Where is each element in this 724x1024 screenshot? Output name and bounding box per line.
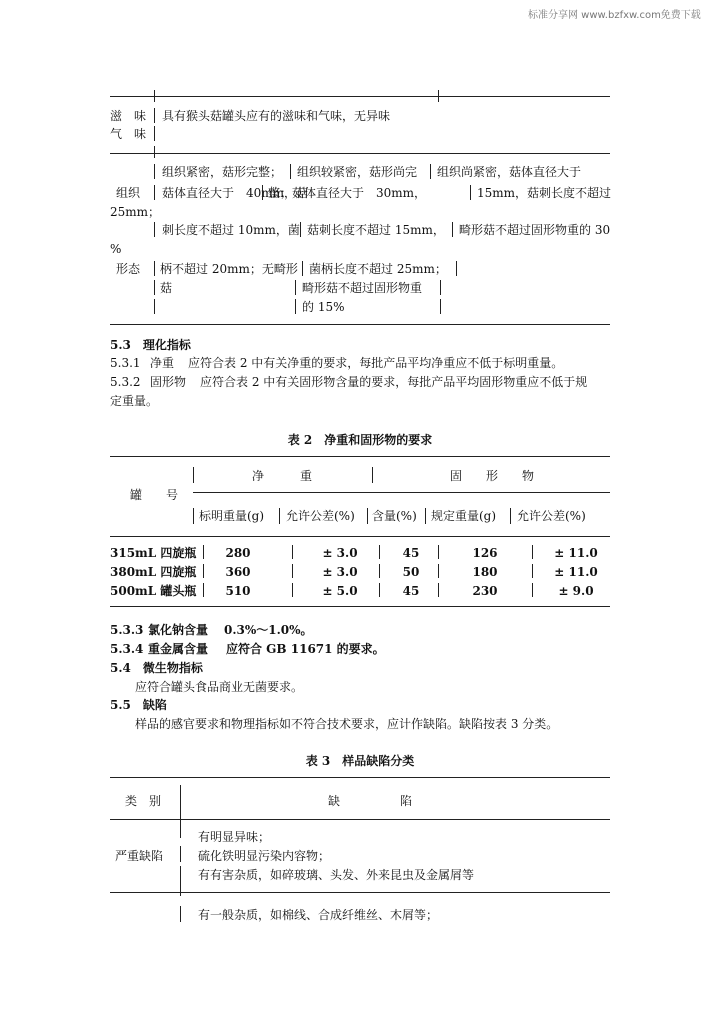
table-rule [110, 606, 610, 607]
column-divider [279, 508, 280, 524]
section-text-wrap: 定重量。 [110, 394, 159, 408]
defect-item: 有明显异味； [198, 830, 271, 844]
column-divider [292, 545, 293, 559]
col2-line5: 畸形菇不超过固形物重 [302, 281, 423, 295]
column-divider [379, 583, 380, 597]
header-defect: 缺 陷 [327, 794, 413, 808]
column-divider [367, 508, 368, 524]
header-spec-weight: 规定重量(g) [431, 509, 497, 523]
section-title: 净重 [150, 356, 175, 370]
defect-item: 硫化铁明显污染内容物； [198, 849, 331, 863]
row-label-form: 形态 [116, 262, 141, 276]
col3-line3: 畸形菇不超过固形物重的 30 [459, 223, 611, 237]
cell-can: 380mL 四旋瓶 [110, 565, 197, 579]
section-number: 5.3.1 [110, 356, 141, 370]
taste-text: 具有猴头菇罐头应有的滋味和气味，无异味 [162, 109, 391, 123]
column-divider [203, 545, 204, 559]
col3-line1: 组织尚紧密，菇体直径大于 [437, 165, 582, 179]
cell-can: 500mL 罐头瓶 [110, 584, 197, 598]
column-divider [203, 564, 204, 578]
col3-wrap: 25mm； [110, 205, 161, 219]
cell-spec-weight: 126 [472, 546, 498, 560]
cell-spec-weight: 180 [472, 565, 498, 579]
row-label-structure: 组织 [116, 186, 141, 200]
section-heading: 5.4 微生物指标 [110, 661, 203, 675]
column-divider [438, 564, 439, 578]
column-divider [302, 261, 303, 276]
header-can: 罐 号 [130, 488, 179, 502]
table2-caption: 表 2 净重和固形物的要求 [287, 433, 433, 447]
section-heading: 5.5 缺陷 [110, 698, 167, 712]
column-divider [154, 146, 155, 158]
watermark: 标准分享网 www.bzfxw.com免费下载 [528, 10, 701, 21]
col1-line4: 柄不超过 20mm；无畸形 [160, 262, 298, 276]
column-divider [193, 508, 194, 524]
table-rule [110, 324, 610, 325]
cell-tolerance: ± 11.0 [554, 546, 598, 560]
column-divider [532, 583, 533, 597]
cell-tolerance: ± 3.0 [322, 565, 358, 579]
section-text: 0.3%～1.0%。 [224, 623, 313, 637]
column-divider [154, 164, 155, 179]
section-number: 5.3.4 [110, 642, 144, 656]
column-divider [180, 866, 181, 882]
cell-weight: 280 [225, 546, 251, 560]
table-rule [110, 892, 610, 893]
column-divider [379, 564, 380, 578]
category-serious: 严重缺陷 [115, 849, 164, 863]
column-divider [262, 185, 263, 200]
column-divider [425, 508, 426, 524]
column-divider [193, 467, 194, 483]
header-net-weight: 净 重 [251, 469, 313, 483]
section-title: 重金属含量 [148, 642, 209, 656]
column-divider [510, 508, 511, 524]
column-divider [180, 846, 181, 862]
col1-line2: 菇体直径大于 40mm，菇 [162, 186, 309, 200]
column-divider [438, 545, 439, 559]
table-rule [110, 153, 610, 154]
column-divider [154, 280, 155, 295]
header-label-weight: 标明重量(g) [199, 509, 265, 523]
table-rule [110, 96, 610, 97]
cell-tolerance: ± 11.0 [554, 565, 598, 579]
cell-can: 315mL 四旋瓶 [110, 546, 197, 560]
col3-line2: 15mm，菇刺长度不超过 [477, 186, 612, 200]
cell-spec-weight: 230 [472, 584, 498, 598]
column-divider [379, 545, 380, 559]
cell-tolerance: ± 3.0 [322, 546, 358, 560]
defect-item: 有一般杂质，如棉线、合成纤维丝、木屑等； [198, 908, 439, 922]
column-divider [180, 906, 181, 922]
section-title: 氯化钠含量 [148, 623, 209, 637]
table-rule [110, 456, 610, 457]
col2-line6: 的 15% [302, 300, 345, 314]
column-divider [430, 164, 431, 179]
col2-line3: 菇刺长度不超过 15mm， [307, 223, 445, 237]
col2-line1: 组织较紧密，菇形尚完 [297, 165, 418, 179]
cell-weight: 510 [225, 584, 251, 598]
row-label-smell: 气 味 [110, 127, 147, 141]
section-text: 样品的感官要求和物理指标如不符合技术要求，应计作缺陷。缺陷按表 3 分类。 [135, 717, 559, 731]
column-divider [154, 185, 155, 200]
section-text: 应符合 GB 11671 的要求。 [226, 642, 385, 656]
col1-line3: 刺长度不超过 10mm，菌 [162, 223, 300, 237]
section-heading: 5.3 理化指标 [110, 338, 191, 352]
section-number: 5.3.2 [110, 375, 141, 389]
cell-weight: 360 [225, 565, 251, 579]
column-divider [154, 108, 155, 123]
column-divider [154, 299, 155, 314]
header-tolerance: 允许公差(%) [286, 509, 355, 523]
col3-wrap: % [110, 242, 122, 256]
cell-content: 45 [402, 546, 420, 560]
column-divider [438, 90, 439, 102]
section-text: 应符合表 2 中有关净重的要求，每批产品平均净重应不低于标明重量。 [188, 356, 564, 370]
section-text: 应符合罐头食品商业无菌要求。 [135, 680, 304, 694]
column-divider [532, 545, 533, 559]
col2-line4: 菌柄长度不超过 25mm； [309, 262, 447, 276]
column-divider [154, 261, 155, 276]
column-divider [295, 299, 296, 314]
table-rule [110, 536, 610, 537]
col1-line5: 菇 [160, 281, 173, 295]
cell-content: 50 [402, 565, 420, 579]
table3-caption: 表 3 样品缺陷分类 [305, 754, 415, 768]
cell-content: 45 [402, 584, 420, 598]
section-number: 5.3.3 [110, 623, 144, 637]
column-divider [295, 280, 296, 295]
column-divider [180, 808, 181, 838]
column-divider [300, 222, 301, 237]
defect-item: 有有害杂质，如碎玻璃、头发、外来昆虫及金属屑等 [198, 868, 475, 882]
column-divider [452, 222, 453, 237]
header-category: 类 别 [124, 794, 162, 808]
column-divider [470, 185, 471, 200]
column-divider [290, 164, 291, 179]
column-divider [180, 882, 181, 896]
column-divider [203, 583, 204, 597]
col1-line1: 组织紧密，菇形完整； [162, 165, 283, 179]
table-rule [110, 819, 610, 820]
table-rule [110, 777, 610, 778]
column-divider [154, 90, 155, 102]
cell-tolerance: ± 9.0 [558, 584, 594, 598]
column-divider [438, 583, 439, 597]
column-divider [532, 564, 533, 578]
column-divider [372, 467, 373, 483]
column-divider [292, 564, 293, 578]
column-divider [456, 261, 457, 276]
section-text: 应符合表 2 中有关固形物含量的要求，每批产品平均固形物重应不低于规 [200, 375, 588, 389]
table-rule [193, 492, 610, 493]
header-content: 含量(%) [372, 509, 417, 523]
column-divider [154, 222, 155, 237]
column-divider [440, 280, 441, 295]
header-tolerance: 允许公差(%) [517, 509, 586, 523]
header-solids: 固 形 物 [449, 469, 535, 483]
column-divider [440, 299, 441, 314]
column-divider [154, 126, 155, 141]
cell-tolerance: ± 5.0 [322, 584, 358, 598]
col2-line2: 整；菇体直径大于 30mm， [268, 186, 427, 200]
section-title: 固形物 [150, 375, 187, 389]
column-divider [292, 583, 293, 597]
row-label-taste: 滋 味 [110, 109, 147, 123]
